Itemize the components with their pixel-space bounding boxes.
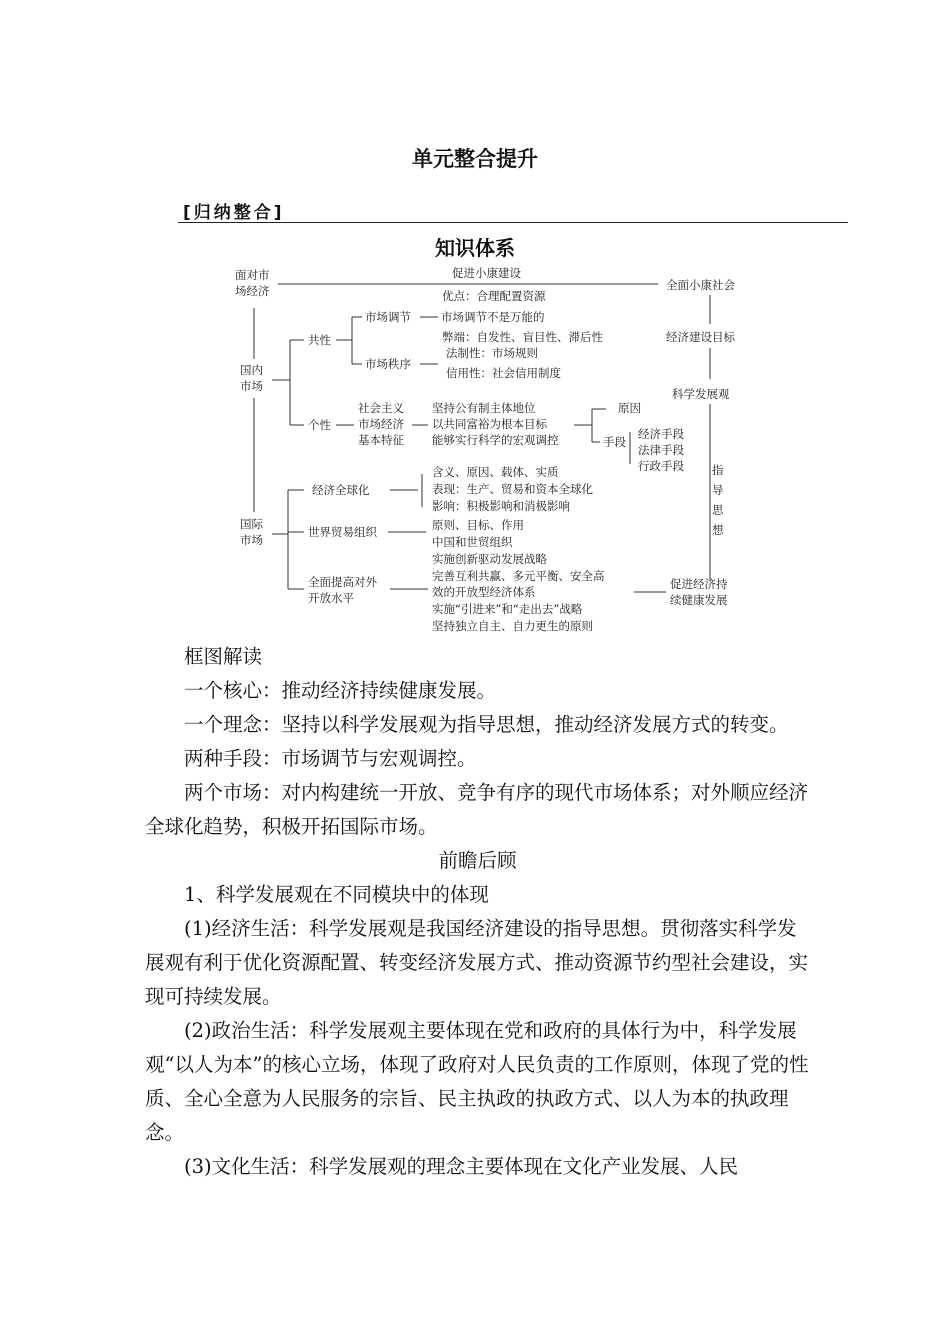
- diagram-feature-2: 以共同富裕为根本目标: [432, 417, 547, 431]
- diagram-promote-1: 促进经济持: [670, 577, 728, 591]
- diagram-means-3: 行政手段: [638, 459, 684, 473]
- diagram-domestic-2: 市场: [240, 379, 263, 393]
- section-divider: [178, 222, 848, 223]
- diagram-goal: 经济建设目标: [666, 330, 735, 344]
- diagram-legality: 法制性：市场规则: [446, 346, 538, 360]
- econ-paragraph: (1)经济生活：科学发展观是我国经济建设的指导思想。贯彻落实科学发展观有利于优化资源配置、转变经济发展方式、推动资源节约型社会建设，实现可持续发展。: [145, 917, 809, 1008]
- diagram-guide-2: 导: [712, 483, 724, 497]
- core-line: 一个核心：推动经济持续健康发展。: [184, 679, 497, 702]
- diagram-top-line: 促进小康建设: [452, 266, 521, 280]
- diagram-socialist-2: 市场经济: [358, 417, 404, 431]
- diagram-international-1: 国际: [240, 517, 263, 531]
- diagram-glob-1: 含义、原因、载体、实质: [432, 465, 559, 479]
- diagram-sdv: 科学发展观: [672, 387, 730, 401]
- diagram-xiaokang: 全面小康社会: [666, 278, 735, 292]
- diagram-socialist-1: 社会主义: [358, 401, 404, 415]
- diagram-glob-3: 影响：积极影响和消极影响: [432, 499, 570, 513]
- diagram-credit: 信用性：社会信用制度: [446, 366, 561, 380]
- diagram-open-2: 完善互利共赢、多元平衡、安全高: [432, 569, 605, 583]
- body-text: [145, 640, 810, 1184]
- diagram-glob-2: 表现：生产、贸易和资本全球化: [432, 482, 593, 496]
- diagram-openness-2: 开放水平: [308, 591, 354, 605]
- section-tag: [归纳整合]: [183, 203, 285, 223]
- kuangtu-heading: 框图解读: [184, 645, 263, 668]
- diagram-international-2: 市场: [240, 533, 263, 547]
- knowledge-diagram: [220, 262, 760, 637]
- markets-line: 两个市场：对内构建统一开放、竞争有序的现代市场体系；对外顺应经济全球化趋势，积极开拓国际市场。: [145, 781, 809, 838]
- diagram-open-1: 实施创新驱动发展战略: [432, 552, 547, 566]
- diagram-feature-1: 坚持公有制主体地位: [432, 401, 536, 415]
- means-line: 两种手段：市场调节与宏观调控。: [184, 747, 477, 770]
- diagram-means: 手段: [603, 435, 626, 449]
- culture-paragraph: (3)文化生活：科学发展观的理念主要体现在文化产业发展、人民: [184, 1155, 739, 1178]
- diagram-domestic-1: 国内: [240, 363, 263, 377]
- item1-heading: 1、科学发展观在不同模块中的体现: [184, 883, 489, 906]
- diagram-advantage: 优点：合理配置资源: [442, 289, 546, 303]
- diagram-wto-1: 原则、目标、作用: [432, 518, 524, 532]
- diagram-guide-4: 想: [712, 523, 724, 537]
- diagram-feature-3: 能够实行科学的宏观调控: [432, 433, 559, 447]
- diagram-means-1: 经济手段: [638, 427, 684, 441]
- diagram-wto: 世界贸易组织: [308, 525, 377, 539]
- politics-paragraph: (2)政治生活：科学发展观主要体现在党和政府的具体行为中，科学发展观“以人为本”的核心立场，体现了政府对人民负责的工作原则，体现了党的性质、全心全意为人民服务的宗旨、民主执政的执政方式、以人为本的执政理念。: [145, 1019, 809, 1144]
- diagram-means-2: 法律手段: [638, 443, 684, 457]
- diagram-socialist-3: 基本特征: [358, 433, 404, 447]
- diagram-commonality: 共性: [308, 333, 331, 347]
- diagram-openness-1: 全面提高对外: [308, 575, 377, 589]
- qianzhan-heading: 前瞻后顾: [438, 849, 517, 872]
- diagram-promote-2: 续健康发展: [670, 593, 728, 607]
- diagram-wto-2: 中国和世贸组织: [432, 535, 513, 549]
- diagram-open-5: 坚持独立自主、自力更生的原则: [432, 619, 593, 633]
- diagram-not-universal: 市场调节不是万能的: [441, 310, 545, 324]
- page-title: 单元整合提升: [412, 146, 538, 171]
- diagram-market-regulation: 市场调节: [365, 310, 411, 324]
- diagram-open-4: 实施“引进来”和“走出去”战略: [432, 602, 583, 616]
- diagram-open-3: 效的开放型经济体系: [432, 585, 536, 599]
- diagram-guide-3: 思: [712, 503, 724, 517]
- diagram-guide-1: 指: [712, 463, 724, 477]
- concept-line: 一个理念：坚持以科学发展观为指导思想，推动经济发展方式的转变。: [184, 713, 789, 736]
- diagram-drawbacks: 弊端：自发性、盲目性、滞后性: [442, 330, 603, 344]
- diagram-reason: 原因: [618, 401, 641, 415]
- diagram-face-market-2: 场经济: [235, 284, 270, 298]
- diagram-globalization: 经济全球化: [312, 483, 370, 497]
- diagram-individuality: 个性: [308, 418, 331, 432]
- diagram-market-order: 市场秩序: [365, 357, 411, 371]
- diagram-face-market-1: 面对市: [235, 268, 270, 282]
- diagram-title: 知识体系: [435, 236, 515, 260]
